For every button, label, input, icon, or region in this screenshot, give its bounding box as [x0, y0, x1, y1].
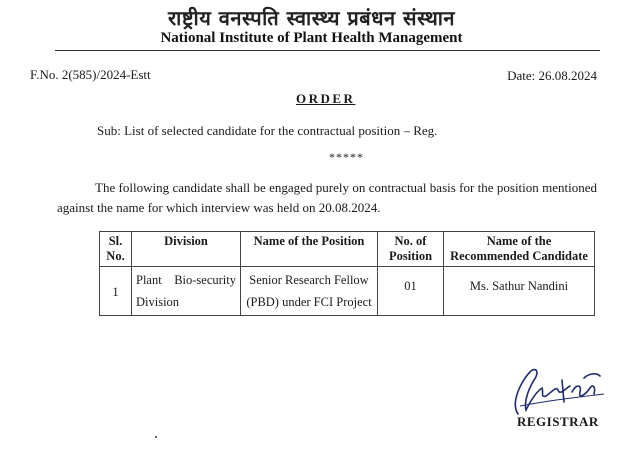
- institute-title-hindi: राष्ट्रीय वनस्पति स्वास्थ्य प्रबंधन संस्थान: [167, 6, 456, 30]
- header-divider: [55, 50, 600, 51]
- body-paragraph: The following candidate shall be engaged purely on contractual basis for the position mentioned against the name for which interview was held on 20.08.2024.: [57, 180, 597, 215]
- cell-candidate-name: Ms. Sathur Nandini: [444, 267, 595, 316]
- registrar-label: REGISTRAR: [517, 414, 599, 429]
- cell-position-name: Senior Research Fellow (PBD) under FCI Project: [241, 267, 378, 316]
- cell-position-count: 01: [378, 267, 444, 316]
- subject-line: Sub: List of selected candidate for the contractual position – Reg.: [97, 123, 438, 138]
- institute-title-english: National Institute of Plant Health Management: [160, 30, 463, 46]
- order-date: Date: 26.08.2024: [507, 68, 597, 83]
- page-speck: [155, 436, 157, 438]
- table-row: [100, 267, 595, 316]
- header-position-name: Name of the Position: [241, 232, 378, 267]
- registrar-signature: [500, 362, 610, 422]
- selection-table: [99, 231, 595, 316]
- header-division: Division: [132, 232, 241, 267]
- header-position-count: No. of Position: [378, 232, 444, 267]
- file-number: F.No. 2(585)/2024-Estt: [30, 67, 151, 82]
- table-header-row: [100, 232, 595, 267]
- order-heading: ORDER: [296, 91, 356, 106]
- cell-division: Plant Bio-security Division: [132, 267, 241, 316]
- separator-stars: *****: [329, 150, 364, 164]
- cell-sl-no: 1: [100, 267, 132, 316]
- header-candidate: Name of the Recommended Candidate: [444, 232, 595, 267]
- header-sl-no: Sl. No.: [100, 232, 132, 267]
